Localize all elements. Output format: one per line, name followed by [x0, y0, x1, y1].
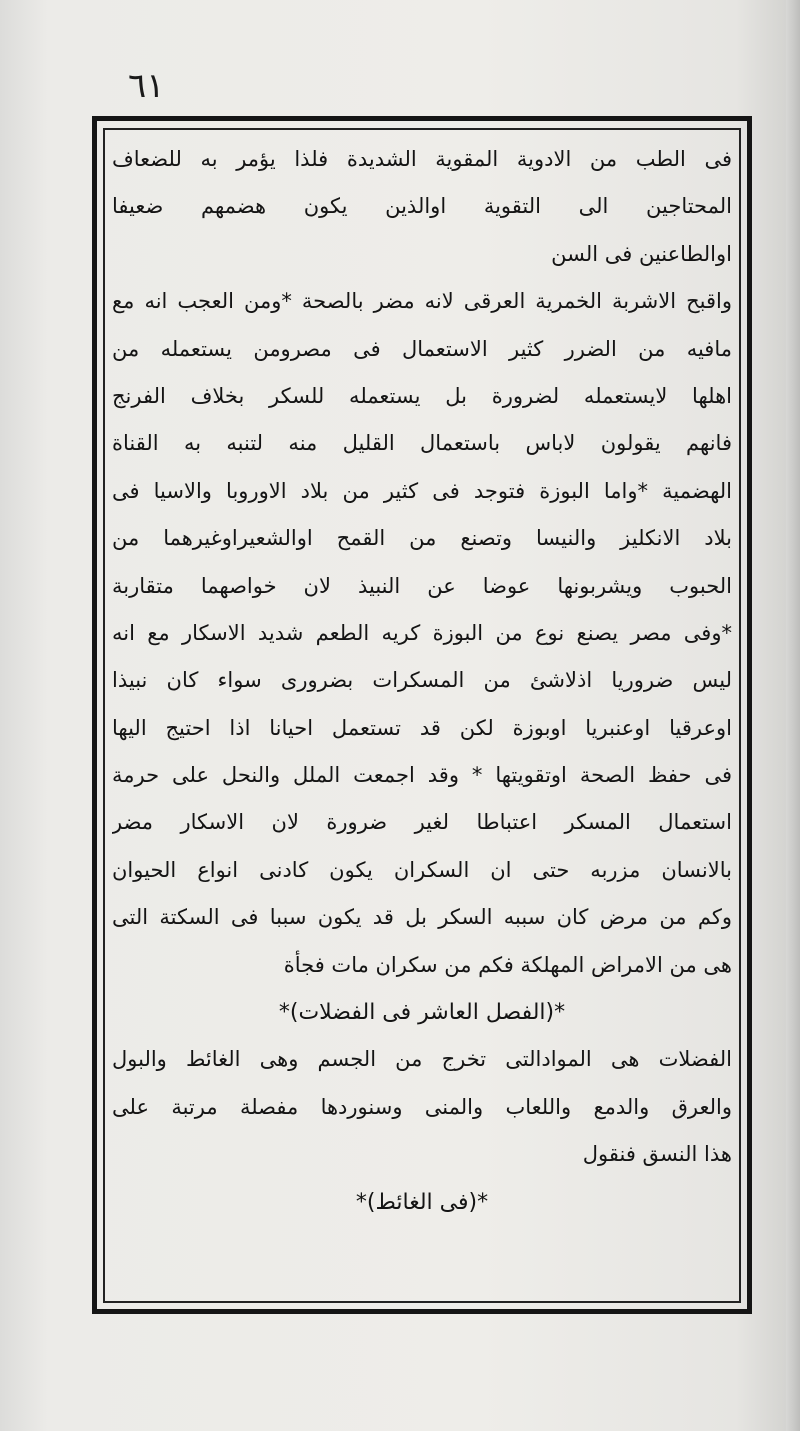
text-line: الهضمية *واما البوزة فتوجد فى كثير من بلاد الاوروبا والاسيا فى — [112, 478, 732, 503]
text-line: مافيه من الضرر كثير الاستعمال فى مصرومن يستعمله من — [112, 336, 732, 361]
text-line: فانهم يقولون لاباس باستعمال القليل منه لتنبه به القناة — [112, 431, 732, 456]
text-line: اوالطاعنين فى السن — [551, 241, 732, 266]
text-line: الفضلات هى الموادالتى تخرج من الجسم وهى الغائط والبول — [112, 1047, 732, 1072]
page-number: ٦١ — [128, 66, 165, 106]
text-line: فى الطب من الادوية المقوية الشديدة فلذا يؤمر به للضعاف — [112, 147, 732, 171]
text-line: ليس ضروريا اذلاشئ من المسكرات بضرورى سواء كان نبيذا — [112, 668, 732, 693]
text-line: اوعرقيا اوعنبريا اوبوزة لكن قد تستعمل احيانا اذا احتيج اليها — [112, 715, 732, 740]
text-line: فى حفظ الصحة اوتقويتها * وقد اجمعت الملل والنحل على حرمة — [112, 763, 732, 788]
text-block — [112, 136, 732, 1296]
text-line: هى من الامراض المهلكة فكم من سكران مات فجأة — [283, 952, 732, 977]
text-line: بالانسان مزربه حتى ان السكران يكون كادنى انواع الحيوان — [112, 857, 732, 882]
page-gutter — [786, 0, 800, 1431]
text-line: *وفى مصر يصنع نوع من البوزة كريه الطعم شديد الاسكار مع انه — [112, 620, 732, 645]
text-line: المحتاجين الى التقوية اوالذين يكون هضمهم ضعيفا — [112, 194, 732, 219]
text-line: الحبوب ويشربونها عوضا عن النبيذ لان خواصهما متقاربة — [112, 573, 732, 598]
text-line: استعمال المسكر اعتباطا لغير ضرورة لان الاسكار مضر — [112, 810, 732, 835]
section-heading: *(الفصل العاشر فى الفضلات)* — [278, 1000, 566, 1026]
text-line: بلاد الانكليز والنيسا وتصنع من القمح اوالشعيراوغيرهما من — [112, 526, 732, 551]
text-line: وكم من مرض كان سببه السكر بل قد يكون سببا فى السكتة التى — [112, 905, 732, 930]
section-heading: *(فى الغائط)* — [355, 1189, 489, 1215]
text-line: هذا النسق فنقول — [582, 1142, 732, 1167]
text-line: والعرق والدمع واللعاب والمنى وسنوردها مفصلة مرتبة على — [112, 1094, 732, 1119]
text-line: اهلها لايستعمله لضرورة بل يستعمله للسكر بخلاف الفرنج — [112, 383, 732, 408]
text-line: واقبح الاشربة الخمرية العرقى لانه مضر بالصحة *ومن العجب انه مع — [112, 289, 732, 314]
